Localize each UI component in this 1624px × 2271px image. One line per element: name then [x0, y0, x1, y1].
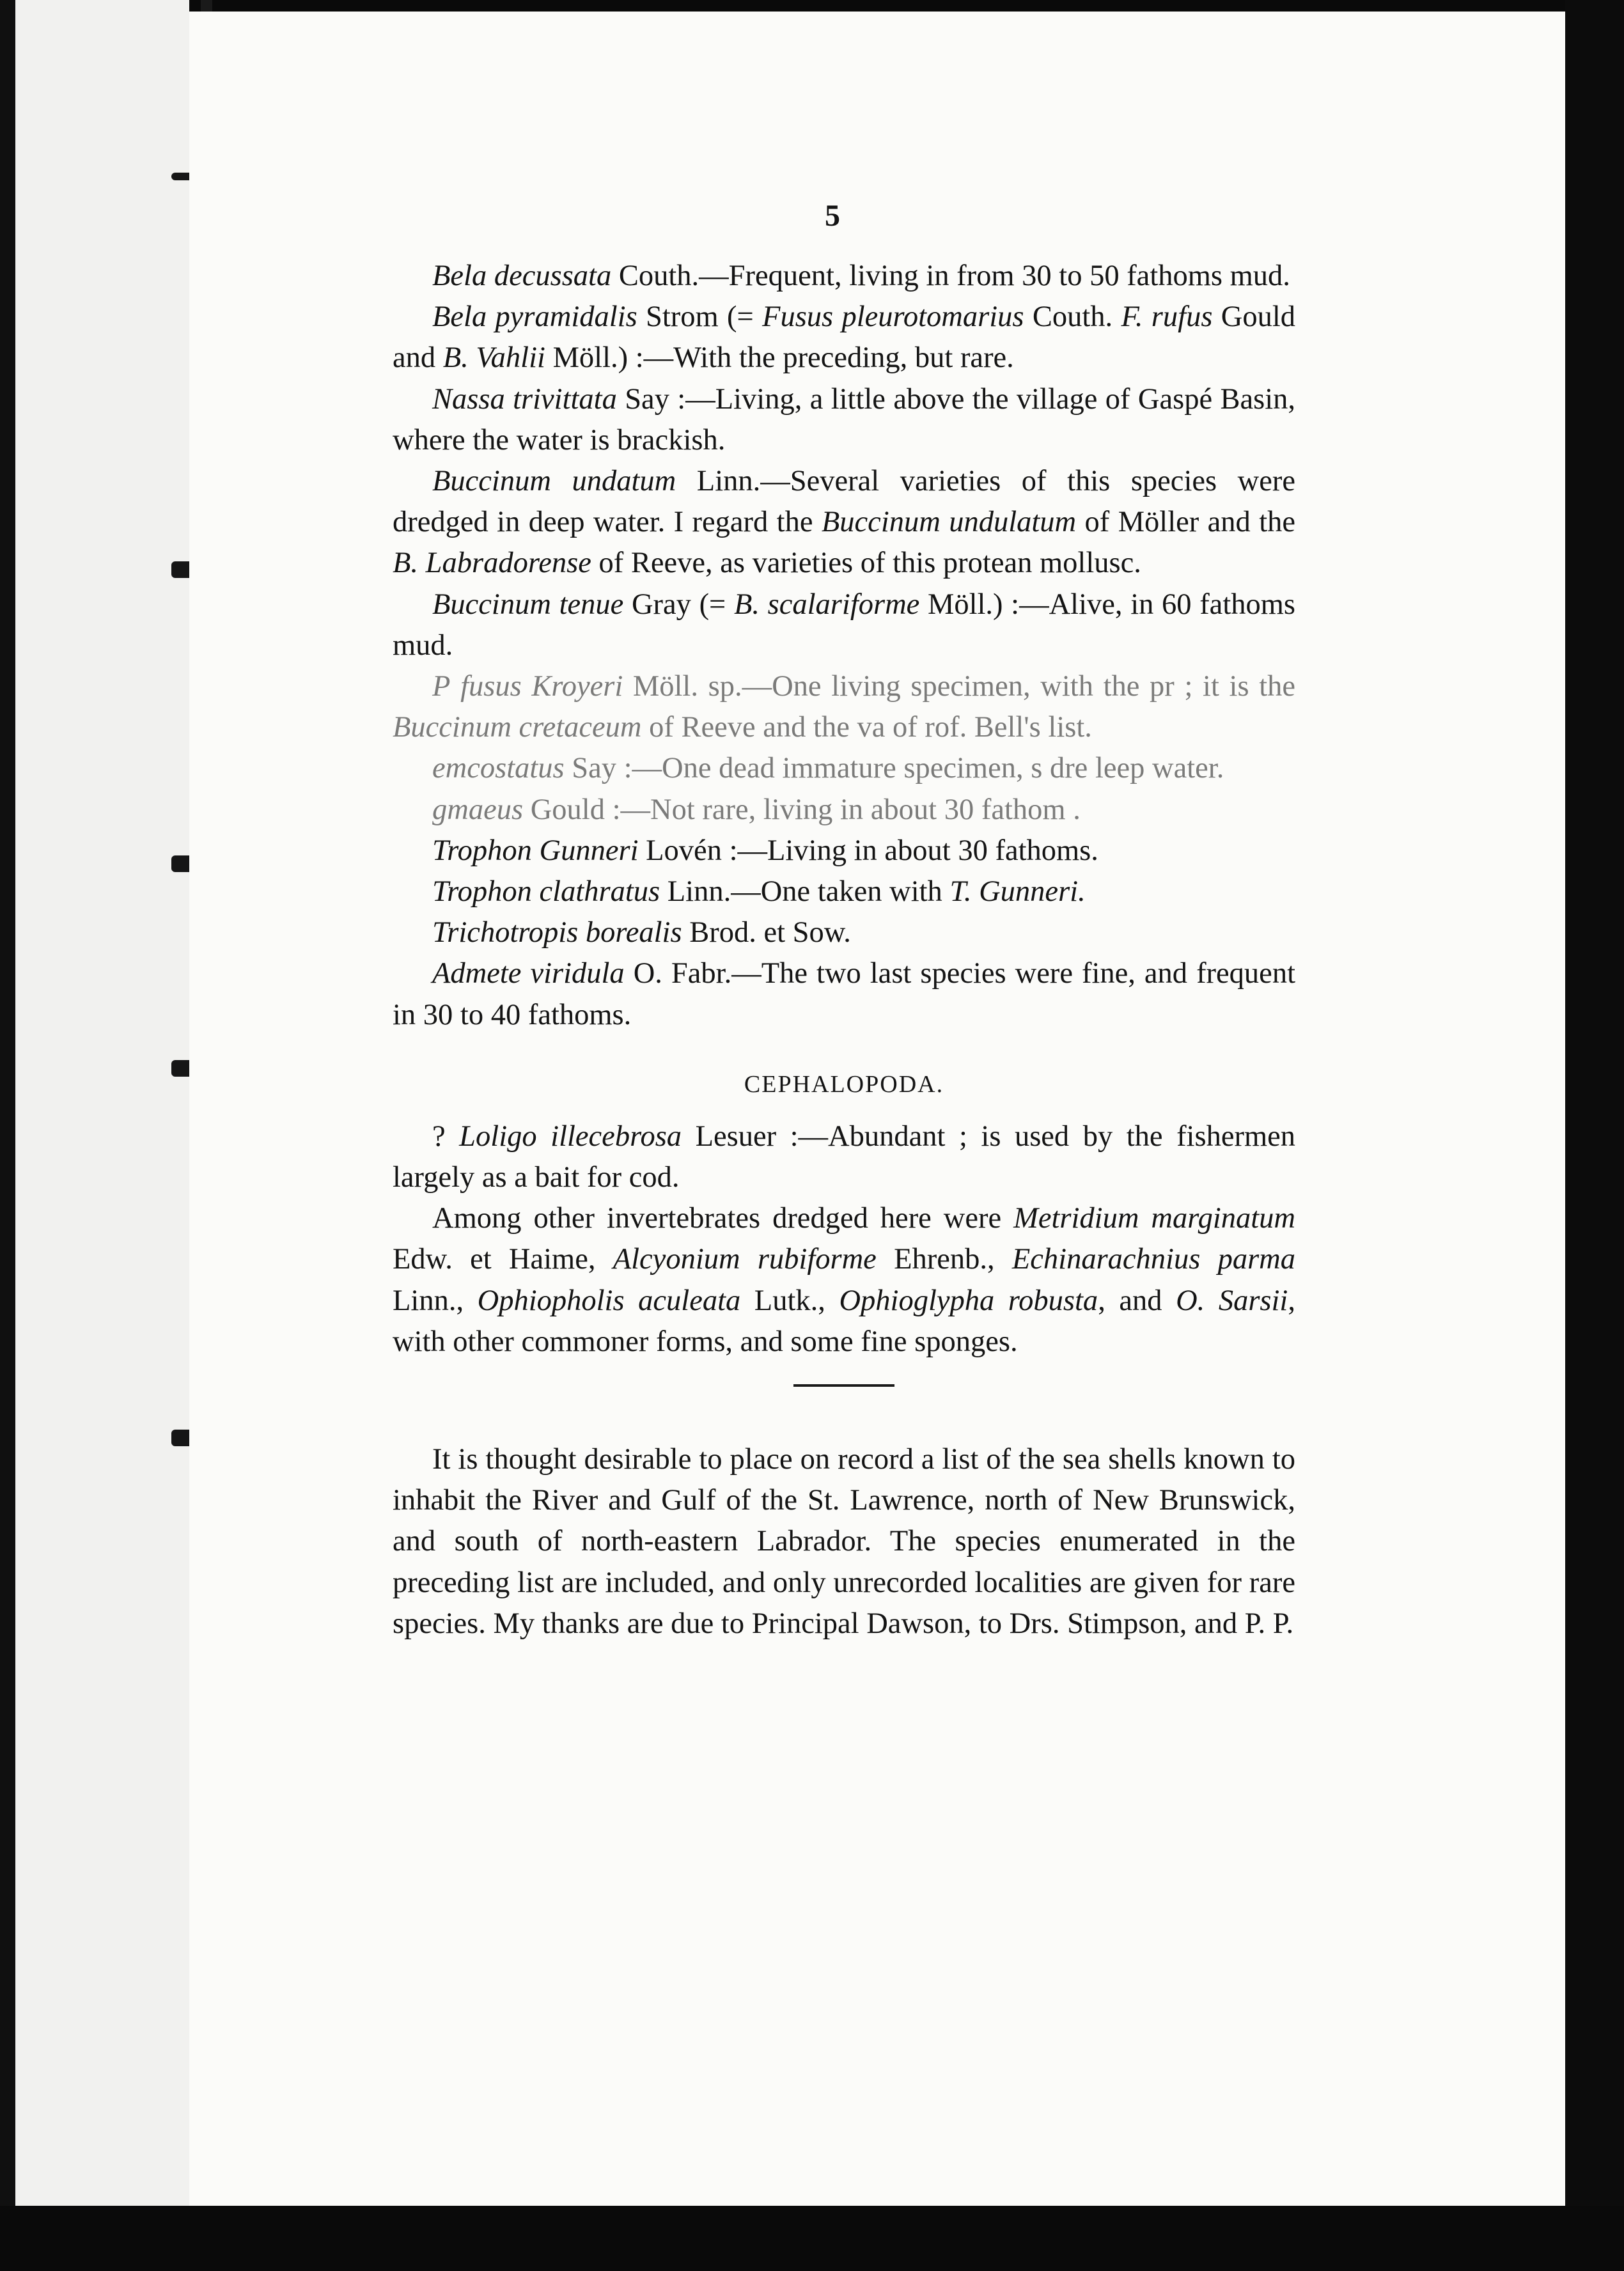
- paragraph-text: Linn.—One taken with: [660, 875, 950, 909]
- paragraph: [393, 953, 1295, 1035]
- paragraph-text: Möll. sp.—One living specimen, with the pr ; it is the: [623, 670, 1295, 703]
- species-name: gmaeus: [432, 793, 524, 826]
- species-name: fusus Kroyeri: [460, 670, 623, 703]
- species-name: Trophon Gunneri: [432, 834, 639, 867]
- species-name: B. Vahlii: [442, 341, 545, 375]
- species-name: Bela decussata: [432, 260, 612, 292]
- species-list-gastropoda: [393, 256, 1295, 1036]
- section-divider: [793, 1384, 894, 1387]
- scan-top-border: [0, 0, 1624, 12]
- paragraph-text: Ehrenb.,: [876, 1243, 1012, 1276]
- species-name: Alcyonium rubiforme: [613, 1243, 877, 1276]
- species-name: Loligo illecebrosa: [459, 1120, 682, 1153]
- paragraph: [393, 831, 1295, 871]
- paragraph-text: Linn.,: [393, 1284, 478, 1317]
- paragraph-text: Möll.) :—Alive, in 60 fathoms mud.: [393, 588, 1295, 662]
- species-name: emcostatus: [432, 752, 565, 785]
- paragraph-text: Couth.: [1024, 300, 1121, 334]
- section-heading: CEPHALOPODA.: [744, 1070, 944, 1098]
- species-name: Trophon clathratus: [432, 875, 660, 909]
- paragraph-text: Möll.) :—With the preceding, but rare.: [545, 341, 1014, 375]
- paragraph-text: Say :—One dead immature specimen, s dre leep water.: [564, 752, 1224, 785]
- species-name: Buccinum tenue: [432, 588, 624, 621]
- species-name: O. Sarsii: [1176, 1284, 1288, 1317]
- species-name: B. scalariforme: [733, 588, 920, 621]
- paragraph-text: Lovén :—Living in about 30 fathoms.: [638, 834, 1098, 867]
- paragraph-text: Linn.—Several varieties of this species were dredged in deep water. I regard the: [393, 465, 1295, 539]
- paragraph: [393, 297, 1295, 378]
- paragraph-text: Gould and: [393, 300, 1295, 375]
- species-name: F. rufus: [1121, 300, 1213, 334]
- paragraph-text: Among other invertebrates dredged here were: [432, 1202, 1014, 1235]
- species-name: Ophioglypha robusta: [839, 1284, 1098, 1317]
- page-body: [393, 256, 1295, 1644]
- paragraph: [393, 748, 1295, 789]
- species-name: P: [432, 670, 451, 703]
- paragraph-text: Strom (=: [637, 300, 763, 334]
- paragraph-text: Gray (=: [623, 588, 734, 621]
- paragraph-text: O. Fabr.—The two last species were fine, and frequent in 30 to 40 fathoms.: [393, 957, 1295, 1031]
- scan-right-border: [1565, 0, 1624, 2271]
- paragraph: [393, 1198, 1295, 1362]
- paragraph-text: of Reeve, as varieties of this protean mollusc.: [591, 547, 1141, 580]
- paragraph: [393, 1116, 1295, 1198]
- paragraph-text: Gould :—Not rare, living in about 30 fathom .: [523, 793, 1081, 826]
- species-name: Trichotropis borealis: [432, 916, 682, 949]
- paragraph-text: , with other commoner forms, and some fine sponges.: [393, 1284, 1295, 1358]
- paragraph-text: ?: [432, 1120, 460, 1153]
- paragraph-text: Brod. et Sow.: [682, 916, 851, 949]
- paragraph: [393, 584, 1295, 666]
- species-name: B. Labradorense: [393, 547, 591, 580]
- paragraph: [393, 461, 1295, 584]
- scan-binding-strip: [15, 0, 189, 2271]
- paragraph: [393, 912, 1295, 953]
- species-name: Admete viridula: [432, 957, 625, 990]
- paragraph-text: Couth.—Frequent, living in from 30 to 50 fathoms mud.: [611, 260, 1290, 292]
- species-name: Echinarachnius parma: [1011, 1243, 1295, 1276]
- species-name: Bela pyramidalis: [432, 300, 637, 334]
- paragraph: [393, 379, 1295, 461]
- species-name: Buccinum undatum: [432, 465, 676, 498]
- species-name: T. Gunneri.: [949, 875, 1086, 909]
- page-number: 5: [825, 199, 840, 233]
- paragraph: [393, 1439, 1295, 1644]
- closing-paragraph: [393, 1439, 1295, 1644]
- paragraph: [393, 666, 1295, 748]
- species-list-cephalopoda: [393, 1116, 1295, 1362]
- paragraph: [393, 871, 1295, 912]
- species-name: Ophiopholis aculeata: [477, 1284, 741, 1317]
- paragraph: [393, 790, 1295, 831]
- species-name: Buccinum cretaceum: [393, 711, 642, 744]
- paragraph-text: It is thought desirable to place on record a list of the sea shells known to inhabit the River and Gulf of the St. Lawrence, north of New Brunswick, and south of north-eastern Labrador. The species enumerated in the preceding list are included, and only unrecorded localities are given for rare species. My thanks are due to Principal Dawson, to Drs. Stimpson, and P. P.: [393, 1443, 1295, 1640]
- paragraph-text: of Möller and the: [1076, 506, 1296, 539]
- species-name: Buccinum undulatum: [821, 506, 1077, 539]
- paragraph-text: Lutk.,: [740, 1284, 839, 1317]
- species-name: Metridium marginatum: [1013, 1202, 1295, 1235]
- paragraph-text: Edw. et Haime,: [393, 1243, 613, 1276]
- paragraph-text: of Reeve and the va of rof. Bell's list.: [641, 711, 1092, 744]
- species-name: Fusus pleurotomarius: [762, 300, 1024, 334]
- paragraph-text: Lesuer :—Abundant ; is used by the fishermen largely as a bait for cod.: [393, 1120, 1296, 1194]
- paragraph-text: , and: [1098, 1284, 1176, 1317]
- scan-bottom-border: [0, 2206, 1624, 2271]
- paragraph: [393, 256, 1295, 297]
- species-name: Nassa trivittata: [432, 382, 617, 416]
- paragraph-text: [450, 670, 460, 703]
- paragraph-text: Say :—Living, a little above the village of Gaspé Basin, where the water is brackish.: [393, 382, 1295, 457]
